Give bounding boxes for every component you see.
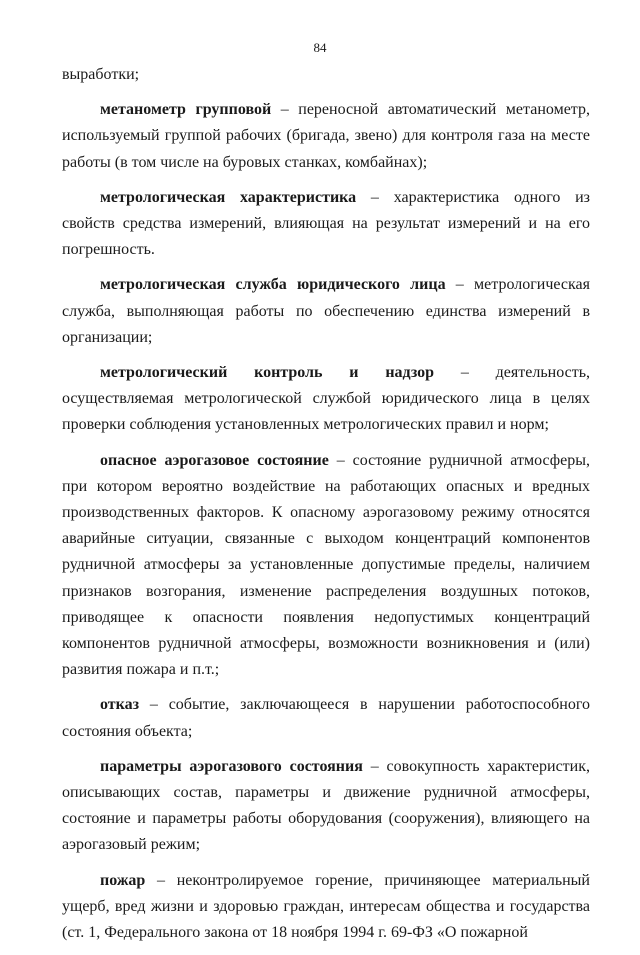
definition-text: – состояние рудничной атмосферы, при котором вероятно воздействие на работающих опасных и вредных производственных факторов. К опасному аэрогазовому режиму относятся аварийные ситуации, связанные с выходом концентраций компонентов рудничной атмосферы за установленные допустимые пределы, наличием признаков возгорания, изменение распределения воздушных потоков, приводящее к опасности появления недопустимых концентраций компонентов рудничной атмосферы, возможности возникновения и (или) развития пожара и п.т.; xyxy=(62,451,591,679)
paragraph-text: выработки; xyxy=(62,66,140,83)
definition-aerogas-parameters xyxy=(62,754,590,859)
definition-dangerous-state xyxy=(62,448,590,684)
definition-metrological-control xyxy=(62,360,590,439)
definition-term: параметры аэрогазового состояния xyxy=(100,757,363,775)
definition-metanometr xyxy=(62,97,590,176)
definition-term: метрологическая служба юридического лица xyxy=(100,276,446,294)
definition-fire xyxy=(62,868,590,947)
definition-text: – характеристика одного из свойств средства измерений, влияющая на результат измерений и на его погрешность. xyxy=(62,188,590,259)
definition-term: метанометр групповой xyxy=(100,101,272,119)
definition-term: пожар xyxy=(100,871,146,889)
definition-term: отказ xyxy=(100,696,140,714)
definition-text: – переносной автоматический метанометр, используемый группой рабочих (бригада, звено) для контроля газа на месте работы (в том числе на буровых станках, комбайнах); xyxy=(62,101,590,171)
page-number: 84 xyxy=(313,40,327,55)
definition-text: – совокупность характеристик, описывающих состав, параметры и движение рудничной атмосферы, состояние и параметры работы оборудования (сооружения), влияющего на аэрогазовый режим; xyxy=(62,757,590,854)
definition-term: опасное аэрогазовое состояние xyxy=(100,451,329,469)
definition-text: – метрологическая служба, выполняющая работы по обеспечению единства измерений в организации; xyxy=(62,276,590,346)
paragraph-continuation xyxy=(62,62,590,88)
definition-term: метрологическая характеристика xyxy=(100,188,357,206)
page-body xyxy=(62,62,590,955)
definition-text: – неконтролируемое горение, причиняющее материальный ущерб, вред жизни и здоровью граждан, интересам общества и государства (ст. 1, Федерального закона от 18 ноября 1994 г. 69-ФЗ «О пожарной xyxy=(62,871,590,942)
definition-metrological-characteristic xyxy=(62,185,590,264)
definition-metrological-service xyxy=(62,272,590,351)
definition-term: метрологический контроль и надзор xyxy=(100,364,435,382)
definition-text: – деятельность, осуществляемая метрологической службой юридического лица в целях проверки соблюдения установленных метрологических правил и норм; xyxy=(62,364,590,434)
definition-text: – событие, заключающееся в нарушении работоспособного состояния объекта; xyxy=(62,696,590,740)
definition-failure xyxy=(62,692,590,744)
